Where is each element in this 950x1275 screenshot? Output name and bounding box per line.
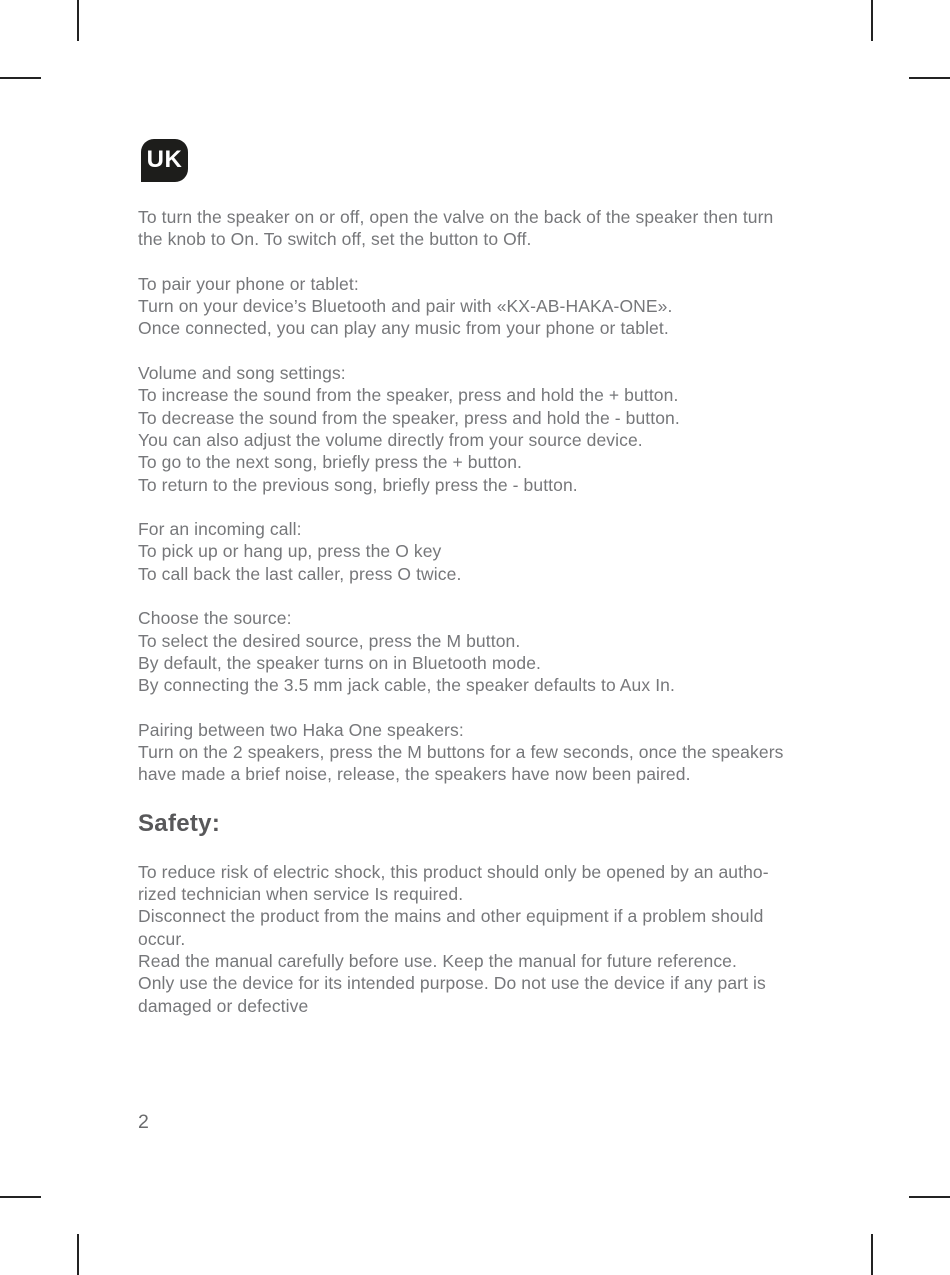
text-line: To turn the speaker on or off, open the valve on the back of the speaker then turn [138, 207, 774, 227]
text-line: To pair your phone or tablet: [138, 273, 359, 294]
text-line: To increase the sound from the speaker, press and hold the + button. [138, 385, 679, 406]
text-line: By default, the speaker turns on in Bluetooth mode. [138, 652, 541, 673]
text-line: occur. [138, 928, 186, 949]
text-line: To return to the previous song, briefly press the - button. [138, 474, 578, 495]
text-line: damaged or defective [138, 995, 309, 1016]
text-line: Turn on your device’s Bluetooth and pair with «KX-AB-HAKA-ONE». [138, 296, 673, 317]
text-line: To select the desired source, press the M button. [138, 630, 521, 651]
text-line: To decrease the sound from the speaker, press and hold the - button. [138, 407, 680, 428]
paragraph [138, 206, 828, 251]
crop-mark-left-bottom-horizontal [0, 1196, 41, 1198]
text-line: For an incoming call: [138, 519, 302, 540]
paragraph [138, 518, 828, 585]
text-line: Pairing between two Haka One speakers: [138, 719, 464, 740]
language-badge-label: UK [146, 145, 183, 173]
text-line: To go to the next song, briefly press the + button. [138, 452, 523, 473]
text-line: To call back the last caller, press O twice. [138, 563, 462, 584]
text-line: rized technician when service Is required. [138, 884, 464, 905]
text-line: Disconnect the product from the mains and other equipment if a problem should [138, 906, 764, 927]
language-badge-uk [141, 139, 188, 182]
text-line: the knob to On. To switch off, set the button to Off. [138, 229, 532, 250]
text-line: Only use the device for its intended purpose. Do not use the device if any part is [138, 973, 766, 994]
crop-mark-right-bottom-horizontal [909, 1196, 950, 1198]
paragraph [138, 719, 828, 786]
crop-mark-bottom-left-vertical [77, 1234, 79, 1275]
text-line: Read the manual carefully before use. Keep the manual for future reference. [138, 950, 737, 971]
text-line: Once connected, you can play any music from your phone or tablet. [138, 318, 669, 339]
text-line: have made a brief noise, release, the speakers have now been paired. [138, 764, 691, 785]
crop-mark-top-right-vertical [871, 0, 873, 41]
text-line: To pick up or hang up, press the O key [138, 541, 442, 562]
manual-text-column [138, 206, 828, 1017]
crop-mark-bottom-right-vertical [871, 1234, 873, 1275]
paragraph [138, 607, 828, 696]
paragraph [138, 273, 828, 340]
paragraph [138, 362, 828, 496]
safety-heading: Safety: [138, 809, 221, 837]
crop-mark-left-top-horizontal [0, 77, 41, 79]
paragraph [138, 861, 828, 1017]
text-line: You can also adjust the volume directly from your source device. [138, 429, 643, 450]
page-number: 2 [138, 1111, 149, 1133]
crop-mark-right-top-horizontal [909, 77, 950, 79]
text-line: Volume and song settings: [138, 363, 346, 384]
text-line: To reduce risk of electric shock, this product should only be opened by an autho- [138, 861, 769, 882]
text-line: Choose the source: [138, 608, 292, 629]
crop-mark-top-left-vertical [77, 0, 79, 41]
text-line: Turn on the 2 speakers, press the M buttons for a few seconds, once the speakers [138, 742, 784, 763]
text-line: By connecting the 3.5 mm jack cable, the speaker defaults to Aux In. [138, 675, 675, 696]
